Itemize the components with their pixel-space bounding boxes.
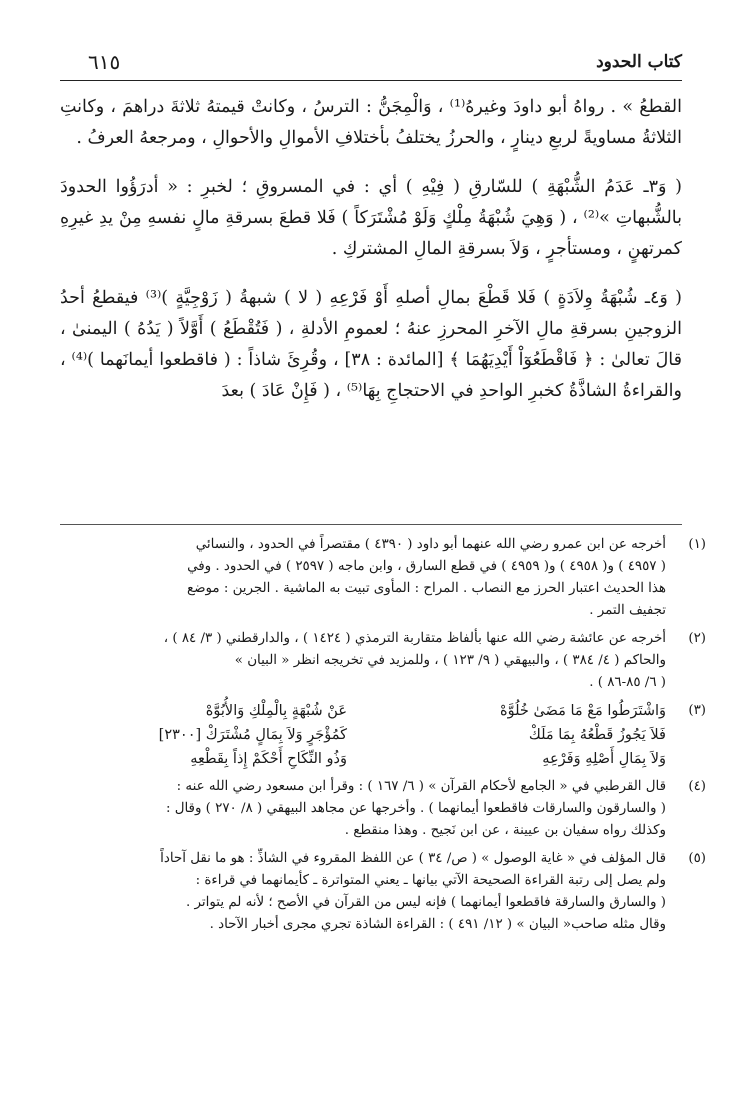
verse-hemistich: كَمُؤْجَرٍ وَلاَ بِمَالٍ مُشْتَرَكْ [٢٣٠٠] (158, 727, 347, 743)
footnote-line: هذا الحديث اعتبار الحرز مع النصاب . المراح : المأوى تبيت به الماشية . الجرين : موضع (186, 581, 666, 596)
footnote-line: تجفيف التمر . (589, 603, 666, 618)
page-header (60, 48, 682, 88)
header-rule (60, 80, 682, 81)
poem-verses (46, 700, 666, 770)
page-number: ٦١٥ (88, 50, 121, 74)
footnote-number: (٤) (688, 779, 706, 794)
footnote-line: ( والسارقون والسارقات فاقطعوا أيمانهما ) . وأخرجها عن مجاهد البيهقي ( ٨/ ٢٧٠ ) وقال : (165, 801, 666, 816)
running-title: كتاب الحدود (596, 52, 682, 72)
verse-hemistich: وَلاَ بِمَالِ أَصْلِهِ وَفَرْعِهِ (542, 751, 666, 767)
main-paragraph: القطعُ » . رواهُ أبو داودَ وغيرهُ⁽¹⁾ ، وَالْمِجَنُّ : الترسُ ، وكانتْ قيمتهُ ثلاثةَ دراهمَ ، وكانتِ الثلاثةُ مساويةً لربعِ دينارٍ ، والحرزُ يختلفُ بأختلافِ الأموالِ والأحوالِ ، ومرجعهُ العرفُ . (60, 97, 682, 148)
footnote-3 (46, 700, 706, 770)
footnote-1 (46, 534, 706, 622)
footnote-line: أخرجه عن عائشة رضي الله عنها بألفاظ متقاربة الترمذي ( ١٤٢٤ ) ، والدارقطني ( ٣/ ٨٤ ) ، (163, 631, 666, 646)
footnote-body (46, 776, 666, 842)
footnote-number: (٢) (688, 631, 706, 646)
main-paragraph: ( وَ٣ـ عَدَمُ الشُّبْهَةِ ) للسّارقِ ( فِيْهِ ) أي : في المسروقِ ؛ لخبرِ : « أدرَؤُوا الحدودَ بالشُّبهاتِ »⁽²⁾ ، ( وَهِيَ شُبْهَةُ مِلْكٍ وَلَوْ مُشْتَرَكاً ) فَلا قطعَ بسرقةِ مالٍ نفسهِ مِنْ يدِ غيرِهِ كمرتهنٍ ، ومستأجرٍ ، وَلاَ بسرقةِ المالِ المشتركِ . (60, 177, 683, 259)
main-paragraph: ( وَ٤ـ شُبْهَةُ وِلاَدَةٍ ) فَلا قَطْعَ بمالِ أصلهِ أَوْ فَرْعِهِ ( لا ) شبهةُ ( زَوْجِيَّةٍ )⁽³⁾ فيقطعُ أحدُ الزوجينِ بسرقةِ مالِ الآخرِ المحرزِ عنهُ ؛ لعمومِ الأدلةِ ، ( فَتُقْطَعُ ) أَوَّلاً ( يَدُهُ ) اليمنىٰ ، قالَ تعالىٰ : ﴿ فَاقْطَعُوٓاْ أَيْدِيَهُمَا ﴾ [المائدة : ٣٨] ، وقُرِئَ شاذاً : ( فاقطعوا أيمانَهما )⁽⁴⁾ ، والقراءةُ الشاذَّةُ كخبرِ الواحدِ في الاحتجاجِ بِهَا⁽⁵⁾ ، ( فَإِنْ عَادَ ) بعدَ (60, 288, 682, 401)
footnote-line: أخرجه عن ابن عمرو رضي الله عنهما أبو داود ( ٤٣٩٠ ) مقتصراً في الحدود ، والنسائي (195, 537, 666, 552)
footnote-line: ( ٤٩٥٧ ) و( ٤٩٥٨ ) و( ٤٩٥٩ ) في قطع السارق ، وابن ماجه ( ٢٥٩٧ ) في الحدود . وفي (187, 559, 666, 574)
footnote-line: ( ٦/ ٨٥-٨٦ ) . (589, 675, 666, 690)
footnote-line: والحاكم ( ٤/ ٣٨٤ ) ، والبيهقي ( ٩/ ١٢٣ ) ، وللمزيد في تخريجه انظر « البيان » (234, 653, 666, 668)
verse-hemistich: فَلاَ يَجُوزُ قَطْعُهُ بِمَا مَلَكْ (528, 727, 666, 743)
footnote-line: قال المؤلف في « غاية الوصول » ( ص/ ٣٤ ) عن اللفظ المقروء في الشاذِّ : هو ما نقل آحاداً (160, 851, 666, 866)
footnote-body (46, 848, 666, 936)
footnote-line: قال القرطبي في « الجامع لأحكام القرآن » ( ٦/ ١٦٧ ) : وقرأ ابن مسعود رضي الله عنه : (176, 779, 666, 794)
footnotes (46, 534, 706, 942)
main-text (60, 92, 682, 425)
footnote-body (46, 628, 666, 694)
verse-hemistich: وَذُو النِّكَاحِ أَحْكَمْ إِذاً بِقَطْعِهِ (190, 751, 347, 767)
footnote-line: ولم يصل إلى رتبة القراءة الصحيحة الآتي بيانها ـ يعني المتواترة ـ كأيمانهما في قراءة : (195, 873, 666, 888)
footnote-line: ( والسارق والسارقة فاقطعوا أيمانهما ) فإنه ليس من القرآن في الأصح ؛ لأنه لم يتواتر . (186, 895, 666, 910)
footnote-number: (٥) (688, 851, 706, 866)
verse-hemistich: وَاشْتَرَطُوا مَعْ مَا مَضَىٰ خُلُوَّهْ (500, 703, 666, 719)
footnote-separator (60, 524, 682, 525)
footnote-line: وكذلك رواه سفيان بن عيينة ، عن ابن نَجيح . وهذا منقطع . (344, 823, 666, 838)
footnote-5 (46, 848, 706, 936)
footnote-line: وقال مثله صاحب« البيان » ( ١٢/ ٤٩١ ) : القراءة الشاذة تجري مجرى أخبار الآحاد . (209, 917, 666, 932)
footnote-number: (٣) (688, 703, 706, 718)
verse-hemistich: عَنْ شُبْهَةٍ بِالْمِلْكِ وَالأُبُوَّهْ (205, 703, 347, 719)
footnote-body (46, 534, 666, 622)
footnote-2 (46, 628, 706, 694)
footnote-number: (١) (688, 537, 706, 552)
footnote-4 (46, 776, 706, 842)
